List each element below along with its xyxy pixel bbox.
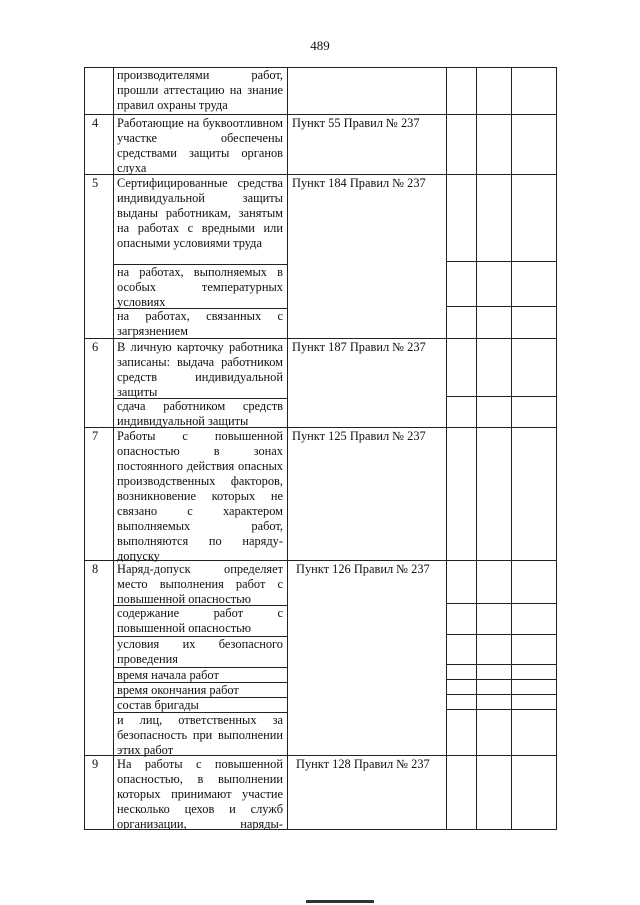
row-8-requirement: Наряд-допуск определяет место выполнения работ с повышенной опасностью — [117, 562, 283, 606]
row-number-5: 5 — [92, 176, 99, 190]
scan-artifact-line — [306, 900, 374, 903]
answer-line — [446, 306, 557, 307]
answer-line — [446, 709, 557, 710]
answer-line — [446, 634, 557, 635]
table-border-left — [84, 67, 85, 829]
row-number-8: 8 — [92, 562, 99, 576]
row-8-subitem-5: состав бригады — [117, 698, 199, 712]
row-5-reference: Пункт 184 Правил № 237 — [292, 176, 426, 190]
row-7-requirement: Работы с повышенной опасностью в зонах постоянного действия опасных производственных факторов, возникновение которых не связано с характером выполняемых работ, выполняются по наряду-допуску — [117, 429, 283, 562]
answer-line — [446, 261, 557, 262]
row-number-6: 6 — [92, 340, 99, 354]
row-4-reference: Пункт 55 Правил № 237 — [292, 116, 420, 130]
column-divider-no — [511, 67, 512, 829]
column-divider-num — [113, 67, 114, 829]
row-number-7: 7 — [92, 429, 99, 443]
answer-line — [446, 664, 557, 665]
row-number-4: 4 — [92, 116, 99, 130]
answer-line — [446, 694, 557, 695]
row-continuation-text: производителями работ, прошли аттестацию на знание правил охраны труда — [117, 68, 283, 112]
row-4-requirement: Работающие на буквоотливном участке обеспечены средствами защиты органов слуха — [117, 116, 283, 175]
column-divider-ref — [446, 67, 447, 829]
row-8-subitem-6: и лиц, ответственных за безопасность при выполнении этих работ — [117, 713, 283, 757]
answer-line — [446, 396, 557, 397]
column-divider-text — [287, 67, 288, 829]
column-divider-yes — [476, 67, 477, 829]
table-border-right — [556, 67, 557, 829]
row-5-subitem-2: на работах, связанных с загрязнением — [117, 309, 283, 338]
row-8-subitem-4: время окончания работ — [117, 683, 239, 697]
row-9-requirement: На работы с повышенной опасностью, в выполнении которых принимают участие несколько цехов и служб организации, наряды- — [117, 757, 283, 830]
row-line — [84, 114, 557, 115]
row-number-9: 9 — [92, 757, 99, 771]
row-8-reference: Пункт 126 Правил № 237 — [296, 562, 430, 576]
row-8-subitem-2: условия их безопасного проведения — [117, 637, 283, 666]
page-number: 489 — [310, 38, 330, 53]
row-6-requirement: В личную карточку работника записаны: выдача работником средств индивидуальной защиты — [117, 340, 283, 399]
answer-line — [446, 603, 557, 604]
row-5-requirement: Сертифицированные средства индивидуальной защиты выданы работникам, занятым на работах с вредными или опасными условиями труда — [117, 176, 283, 250]
answer-line — [446, 679, 557, 680]
row-7-reference: Пункт 125 Правил № 237 — [292, 429, 426, 443]
row-8-subitem-3: время начала работ — [117, 668, 219, 682]
row-9-reference: Пункт 128 Правил № 237 — [296, 757, 430, 771]
row-6-subitem-1: сдача работником средств индивидуальной защиты — [117, 399, 283, 428]
row-6-reference: Пункт 187 Правил № 237 — [292, 340, 426, 354]
row-5-subitem-1: на работах, выполняемых в особых температурных условиях — [117, 265, 283, 309]
row-8-subitem-1: содержание работ с повышенной опасностью — [117, 606, 283, 635]
